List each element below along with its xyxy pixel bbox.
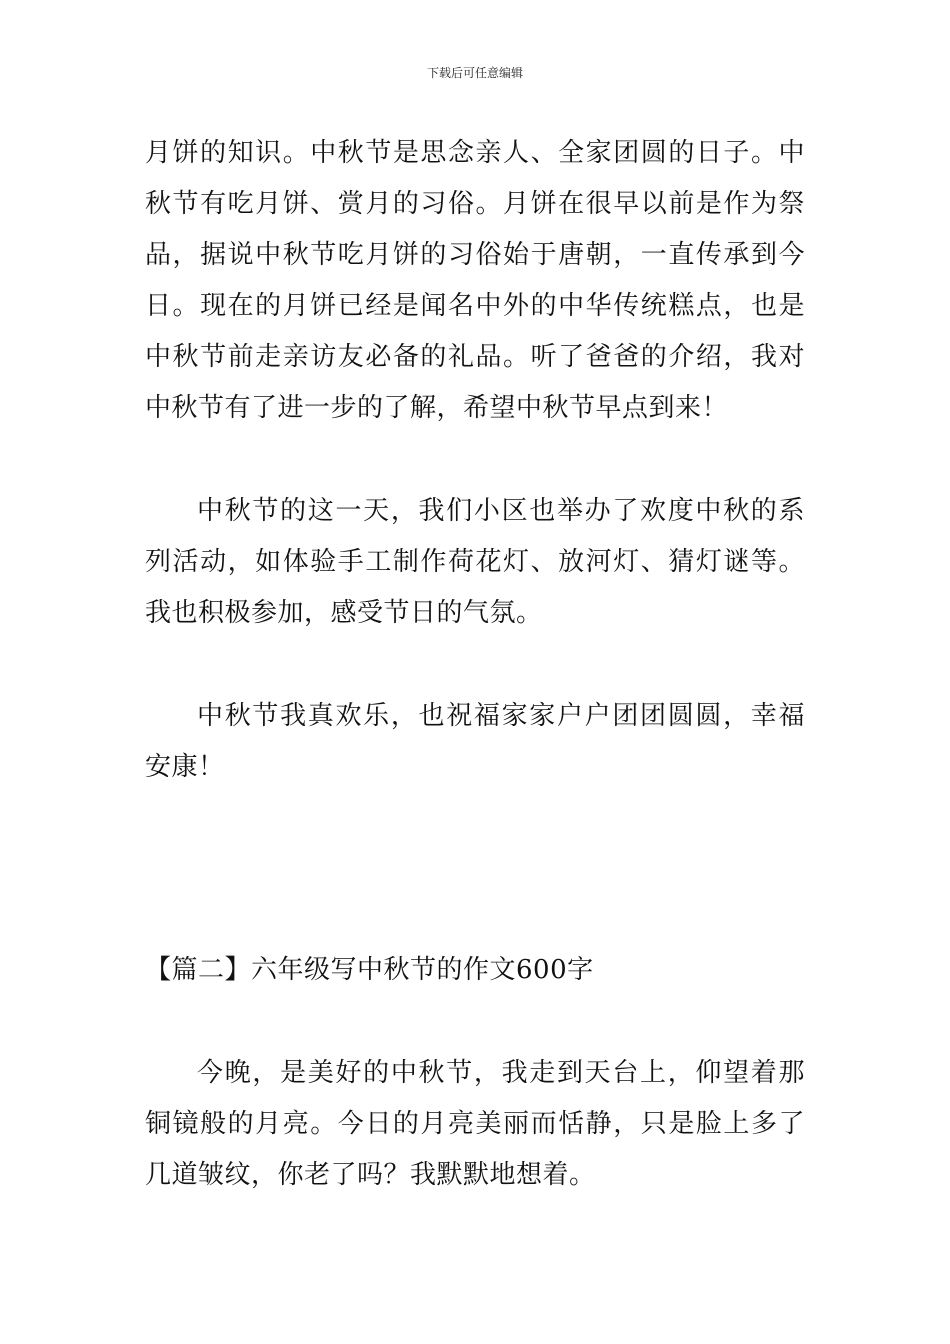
paragraph-blessing: 中秋节我真欢乐，也祝福家家户户团团圆圆，幸福安康！	[145, 701, 805, 782]
paragraph-moon-cake-history: 月饼的知识。中秋节是思念亲人、全家团圆的日子。中秋节有吃月饼、赏月的习俗。月饼在很早以前是作为祭品，据说中秋节吃月饼的习俗始于唐朝，一直传承到今日。现在的月饼已经是闻名中外的中华传统糕点，也是中秋节前走亲访友必备的礼品。听了爸爸的介绍，我对中秋节有了进一步的了解，希望中秋节早点到来！	[145, 138, 805, 423]
page-header-note: 下载后可任意编辑	[426, 66, 523, 80]
paragraph-moon-night: 今晚，是美好的中秋节，我走到天台上，仰望着那铜镜般的月亮。今日的月亮美丽而恬静，只是脸上多了几道皱纹，你老了吗？我默默地想着。	[145, 1058, 805, 1190]
document-body	[145, 128, 805, 1201]
paragraph-community-activities: 中秋节的这一天，我们小区也举办了欢度中秋的系列活动，如体验手工制作荷花灯、放河灯、猜灯谜等。我也积极参加，感受节日的气氛。	[145, 496, 805, 628]
section-heading: 【篇二】六年级写中秋节的作文600字	[145, 955, 594, 985]
